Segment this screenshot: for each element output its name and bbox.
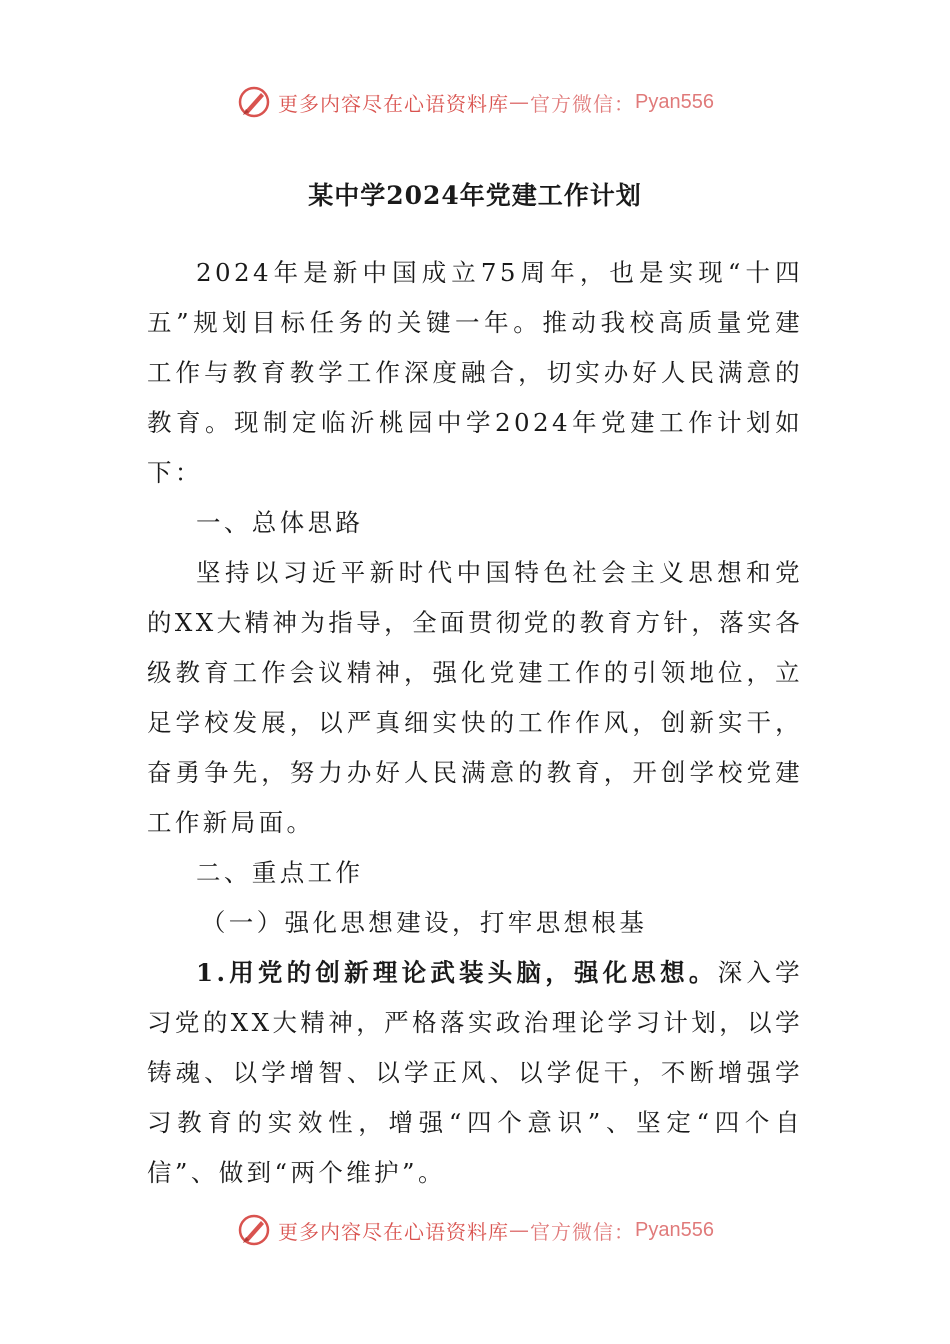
item1-body: 深入学习党的XX大精神，严格落实政治理论学习计划，以学铸魂、以学增智、以学正风、以学促干，不断增强学习教育的实效性，增强“四个意识”、坚定“四个自信”、做到“两个维护”。 xyxy=(147,958,803,1187)
document-title: 某中学2024年党建工作计划 xyxy=(308,181,642,210)
section1-heading: 一、总体思路 xyxy=(196,508,364,537)
section2-heading: 二、重点工作 xyxy=(196,858,364,887)
pen-circle-logo-icon xyxy=(236,1212,272,1248)
watermark-separator: — xyxy=(509,1218,531,1242)
item1-lead: 1.用党的创新理论武装头脑，强化思想。 xyxy=(196,958,718,987)
watermark-brand: 更多内容尽在心语资料库 xyxy=(278,1219,510,1244)
watermark-footer xyxy=(0,1208,950,1252)
watermark-wechat-id: Pyan556 xyxy=(635,90,714,113)
watermark-wechat-label: 官方微信： xyxy=(530,1219,636,1244)
section1-paragraph: 坚持以习近平新时代中国特色社会主义思想和党的XX大精神为指导，全面贯彻党的教育方针，落实各级教育工作会议精神，强化党建工作的引领地位，立足学校发展，以严真细实快的工作作风，创新实干，奋勇争先，努力办好人民满意的教育，开创学校党建工作新局面。 xyxy=(147,558,803,837)
watermark-header xyxy=(0,80,950,124)
intro-paragraph: 2024年是新中国成立75周年，也是实现“十四五”规划目标任务的关键一年。推动我校高质量党建工作与教育教学工作深度融合，切实办好人民满意的教育。现制定临沂桃园中学2024年党建工作计划如下： xyxy=(147,258,803,487)
watermark-wechat-label: 官方微信： xyxy=(530,91,636,116)
watermark-separator: — xyxy=(509,90,531,114)
watermark-brand: 更多内容尽在心语资料库 xyxy=(278,91,510,116)
watermark-wechat-id: Pyan556 xyxy=(635,1218,714,1241)
pen-circle-logo-icon xyxy=(236,84,272,120)
document-body xyxy=(147,248,803,1198)
subsection1-heading: （一）强化思想建设，打牢思想根基 xyxy=(200,908,648,937)
item1-paragraph xyxy=(147,948,803,1198)
